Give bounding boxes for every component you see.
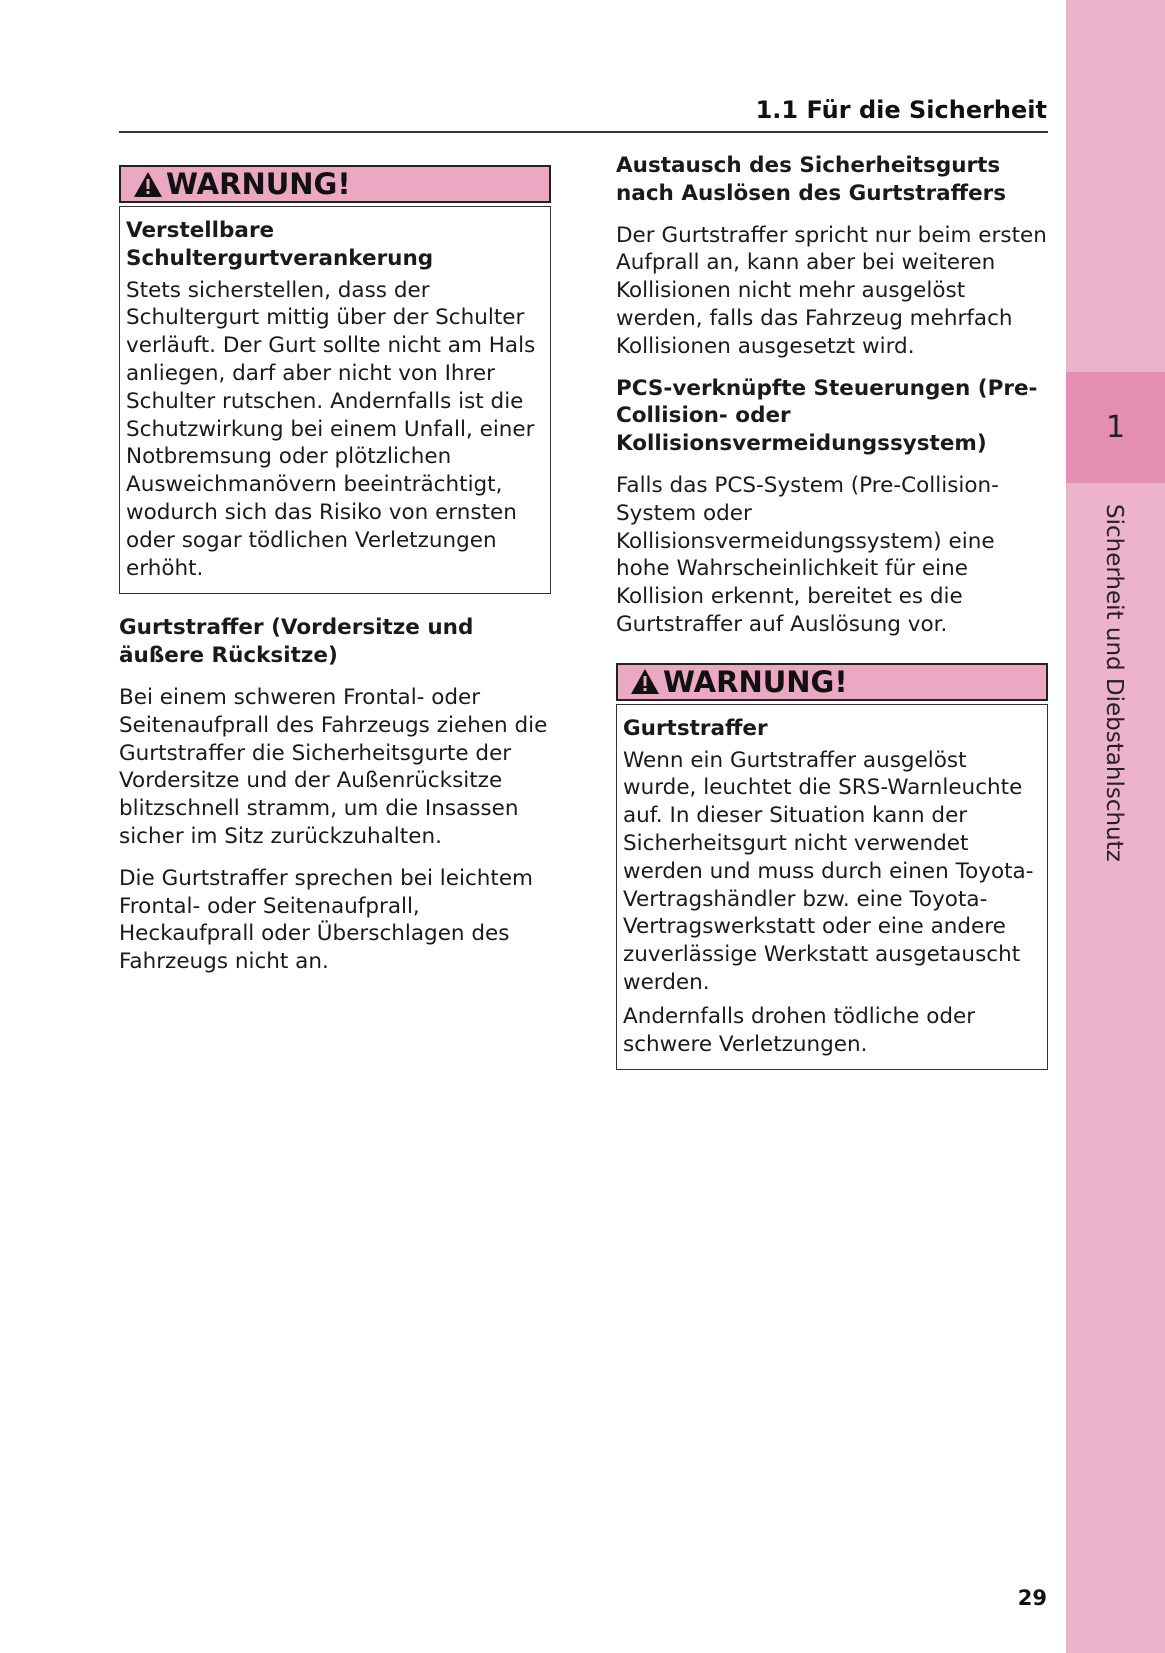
section-paragraph: Bei einem schweren Frontal- oder Seitenaufprall des Fahrzeugs ziehen die Gurtstraffer die Sicherheitsgurte der Vordersitze und der Außenrücksitze blitzschnell stramm, um die Insassen sicher im Sitz zurückzuhalten. (119, 684, 548, 849)
warning-triangle-icon (133, 171, 163, 198)
section-heading: Gurtstraffer (Vordersitze und äußere Rücksitze) (119, 615, 474, 669)
header-divider (119, 131, 1048, 133)
chapter-tab[interactable] (1066, 372, 1165, 483)
right-column (616, 152, 1048, 1070)
warning-triangle-icon (630, 668, 660, 695)
section-paragraph: Der Gurtstraffer spricht nur beim ersten Aufprall an, kann aber bei weiteren Kollisionen nicht mehr ausgelöst werden, falls das Fahrzeug mehrfach Kollisionen ausgesetzt wird. (616, 222, 1047, 359)
warning-title: Verstellbare Schultergurtverankerung (126, 218, 434, 271)
chapter-number: 1 (1105, 410, 1126, 445)
page-number: 29 (1017, 1586, 1047, 1610)
warning-box (119, 206, 551, 594)
warning-label: WARNUNG! (166, 167, 351, 201)
chapter-label: Sicherheit und Diebstahlschutz (1101, 504, 1127, 862)
warning-label: WARNUNG! (663, 664, 848, 699)
warning-header (119, 165, 551, 203)
warning-header (616, 663, 1048, 701)
warning-text: Stets sicherstellen, dass der Schultergurt mittig über der Schulter verläuft. Der Gurt sollte nicht am Hals anliegen, darf aber nicht von Ihrer Schulter rutschen. Andernfalls ist die Schutzwirkung bei einem Unfall, einer Notbremsung oder plötzlichen Ausweichmanövern beeinträchtigt, wodurch sich das Risiko von ernsten oder sogar tödlichen Verletzungen erhöht. (126, 277, 536, 581)
left-column (119, 165, 551, 990)
warning-title: Gurtstraffer (623, 715, 768, 741)
warning-text: Wenn ein Gurtstraffer ausgelöst wurde, leuchtet die SRS-Warnleuchte auf. In dieser Situation kann der Sicherheitsgurt nicht verwendet werden und muss durch einen Toyota-Vertragshändler bzw. eine Toyota-Vertragswerkstatt oder eine andere zuverlässige Werkstatt ausgetauscht werden. (623, 747, 1034, 995)
page-header-title: 1.1 Für die Sicherheit (755, 96, 1047, 124)
section-paragraph: Falls das PCS-System (Pre-Collision-System oder Kollisionsvermeidungssystem) eine hohe Wahrscheinlichkeit für eine Kollision erkennt, bereitet es die Gurtstraffer auf Auslösung vor. (616, 472, 999, 637)
section-heading: PCS-verknüpfte Steuerungen (Pre-Collision- oder Kollisionsvermeidungssystem) (616, 375, 1038, 457)
warning-text: Andernfalls drohen tödliche oder schwere Verletzungen. (623, 1003, 976, 1057)
section-heading: Austausch des Sicherheitsgurts nach Auslösen des Gurtstraffers (616, 153, 1007, 206)
warning-box (616, 704, 1048, 1071)
section-paragraph: Die Gurtstraffer sprechen bei leichtem Frontal- oder Seitenaufprall, Heckaufprall oder Überschlagen des Fahrzeugs nicht an. (119, 865, 533, 975)
